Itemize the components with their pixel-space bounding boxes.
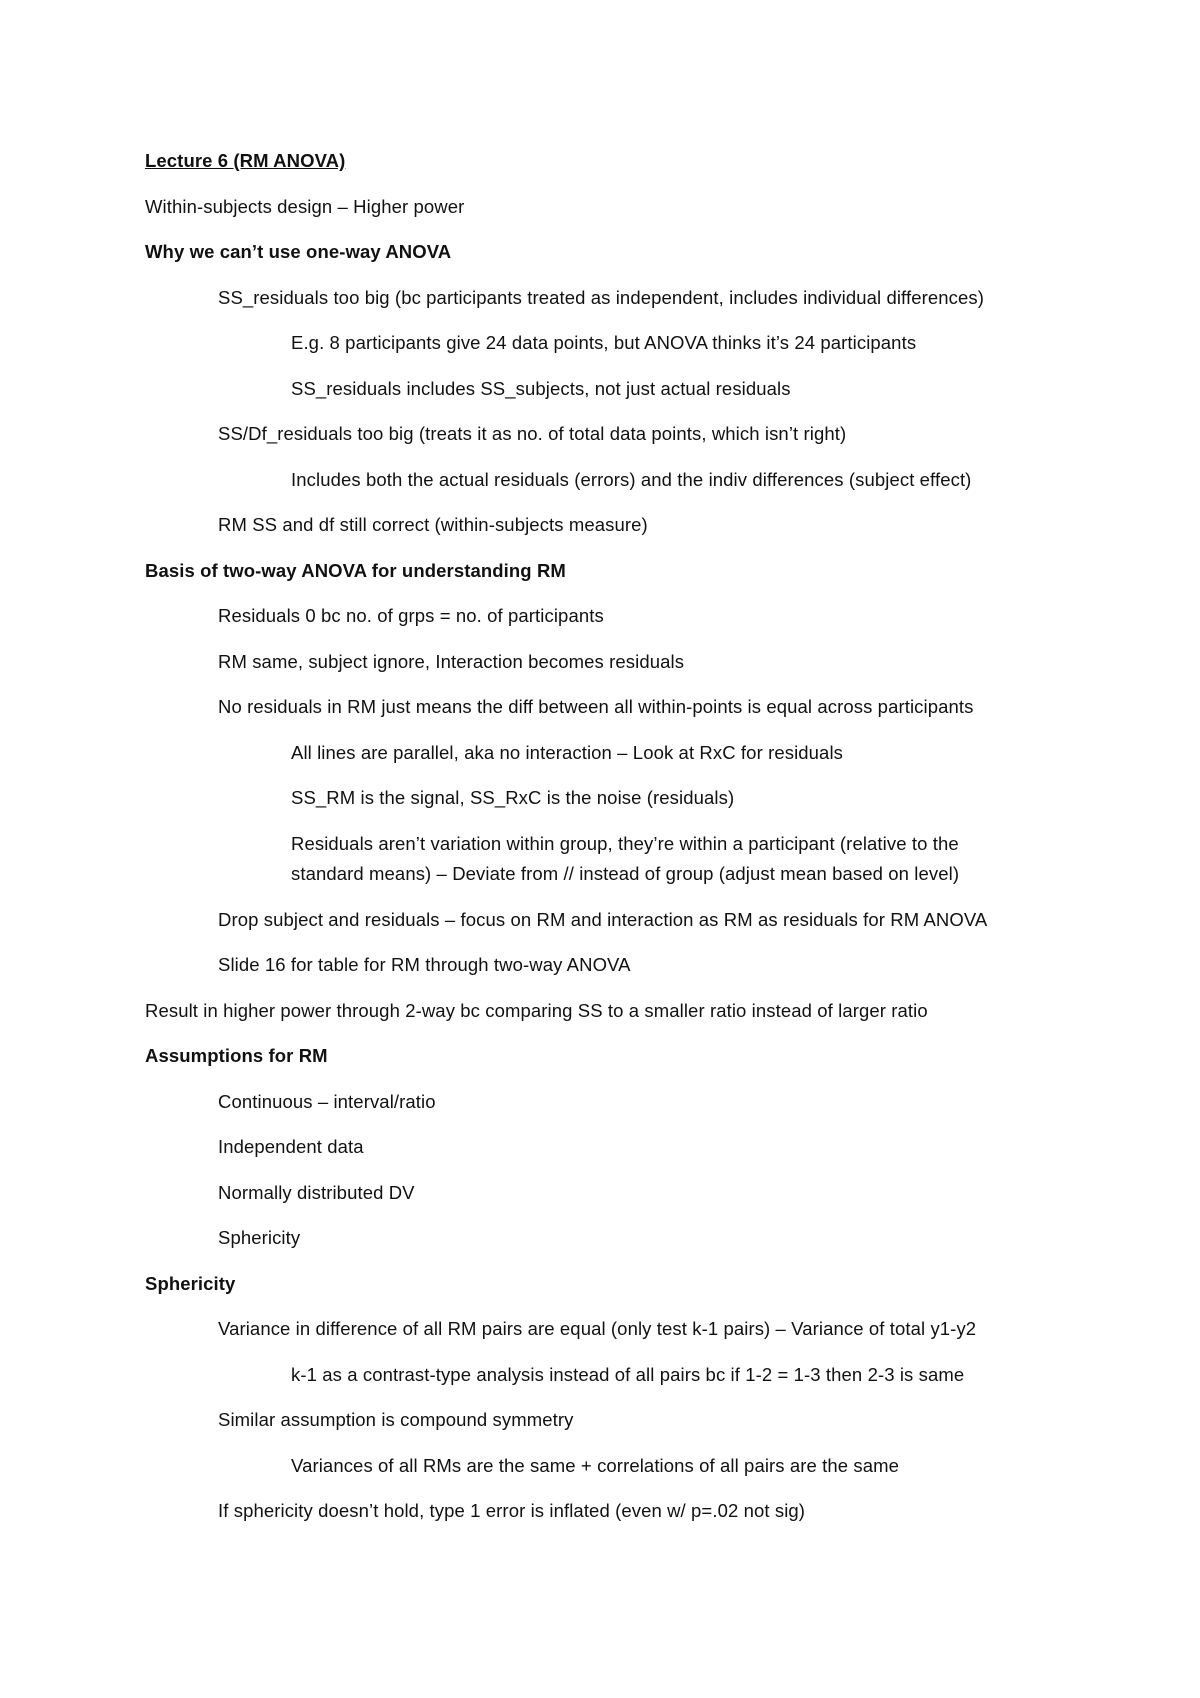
text-line: Residuals aren’t variation within group, they’re within a participant (relative to the xyxy=(291,833,959,854)
text-line: Variances of all RMs are the same + correlations of all pairs are the same xyxy=(291,1455,900,1476)
text-line: Result in higher power through 2-way bc comparing SS to a smaller ratio instead of larger ratio xyxy=(145,1000,928,1021)
text-line: Slide 16 for table for RM through two-way ANOVA xyxy=(218,954,631,975)
text-line: All lines are parallel, aka no interaction – Look at RxC for residuals xyxy=(291,742,843,763)
text-line: Drop subject and residuals – focus on RM and interaction as RM as residuals for RM ANOVA xyxy=(218,909,988,930)
text-line: If sphericity doesn’t hold, type 1 error is inflated (even w/ p=.02 not sig) xyxy=(218,1500,806,1521)
text-line: Variance in difference of all RM pairs are equal (only test k-1 pairs) – Variance of total y1-y2 xyxy=(218,1318,977,1339)
text-line: Continuous – interval/ratio xyxy=(218,1091,436,1112)
text-line: Residuals 0 bc no. of grps = no. of participants xyxy=(218,605,604,626)
text-line: SS_residuals too big (bc participants treated as independent, includes individual differences) xyxy=(218,287,984,308)
text-line: RM same, subject ignore, Interaction becomes residuals xyxy=(218,651,685,672)
lecture-title: Lecture 6 (RM ANOVA) xyxy=(145,150,346,171)
text-line: Within-subjects design – Higher power xyxy=(145,196,465,217)
text-line: RM SS and df still correct (within-subjects measure) xyxy=(218,514,648,535)
text-line: No residuals in RM just means the diff between all within-points is equal across participants xyxy=(218,696,974,717)
text-line: E.g. 8 participants give 24 data points, but ANOVA thinks it’s 24 participants xyxy=(291,332,917,353)
text-line: k-1 as a contrast-type analysis instead of all pairs bc if 1-2 = 1-3 then 2-3 is same xyxy=(291,1364,965,1385)
text-line: SS_residuals includes SS_subjects, not just actual residuals xyxy=(291,378,791,399)
text-line: Sphericity xyxy=(218,1227,301,1248)
text-line: SS_RM is the signal, SS_RxC is the noise (residuals) xyxy=(291,787,735,808)
section-heading: Why we can’t use one-way ANOVA xyxy=(145,241,452,262)
section-heading: Assumptions for RM xyxy=(145,1045,328,1066)
text-line: standard means) – Deviate from // instead of group (adjust mean based on level) xyxy=(291,863,960,884)
text-line: SS/Df_residuals too big (treats it as no. of total data points, which isn’t right) xyxy=(218,423,847,444)
text-line: Includes both the actual residuals (errors) and the indiv differences (subject effect) xyxy=(291,469,972,490)
text-line: Independent data xyxy=(218,1136,364,1157)
text-line: Normally distributed DV xyxy=(218,1182,415,1203)
text-line: Similar assumption is compound symmetry xyxy=(218,1409,574,1430)
section-heading: Sphericity xyxy=(145,1273,236,1294)
section-heading: Basis of two-way ANOVA for understanding RM xyxy=(145,560,566,581)
